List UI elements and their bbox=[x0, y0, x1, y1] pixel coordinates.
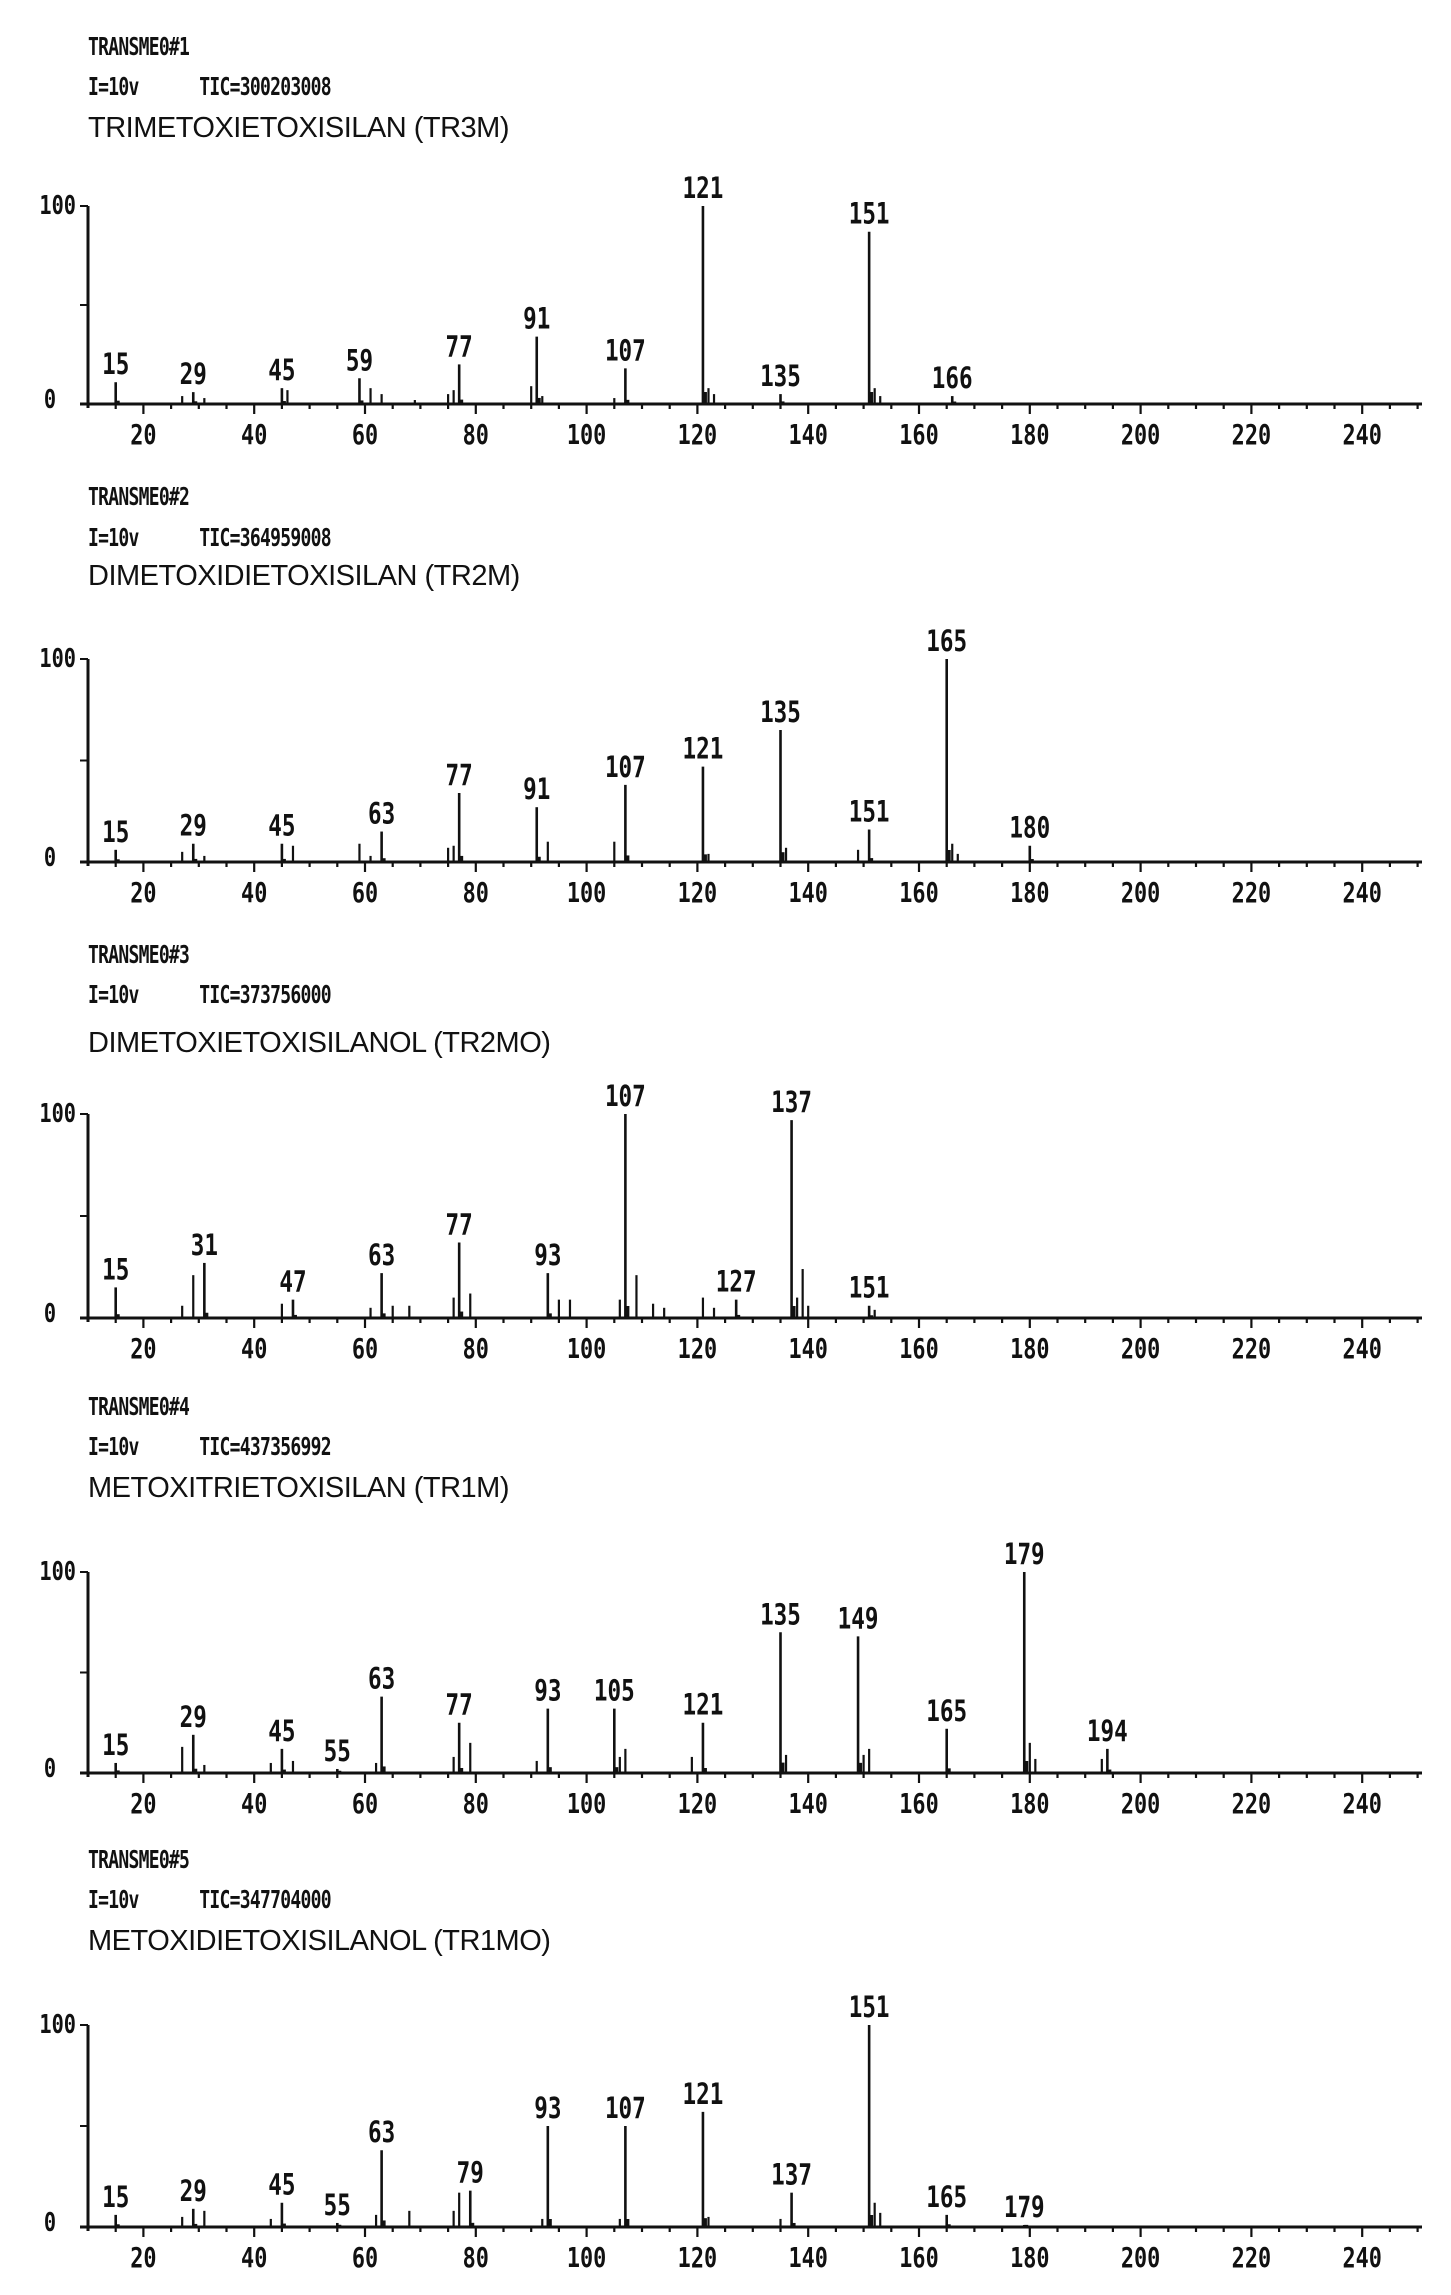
run-label: TRANSME0#4 bbox=[88, 1392, 190, 1421]
x-tick-label: 60 bbox=[351, 1332, 379, 1365]
acquisition-params: I=10v TIC=347704000 bbox=[88, 1885, 331, 1914]
peak-label: 45 bbox=[268, 2169, 296, 2203]
x-tick-label: 220 bbox=[1231, 418, 1272, 451]
y-tick-label-100: 100 bbox=[39, 643, 76, 674]
peak-label: 59 bbox=[345, 344, 374, 379]
x-tick-label: 120 bbox=[677, 1787, 718, 1820]
run-label: TRANSME0#1 bbox=[88, 32, 190, 61]
peak-label: 135 bbox=[760, 360, 801, 394]
mass-spectrum-plot bbox=[0, 1965, 1451, 2277]
y-tick-label-100: 100 bbox=[39, 2009, 76, 2040]
x-tick-label: 140 bbox=[788, 2241, 828, 2274]
peak-label: 151 bbox=[848, 1272, 890, 1306]
x-tick-label: 100 bbox=[566, 876, 607, 909]
peak-label: 194 bbox=[1086, 1715, 1128, 1749]
peak-label: 29 bbox=[179, 2175, 207, 2209]
x-tick-label: 240 bbox=[1342, 876, 1382, 909]
peak-label: 91 bbox=[523, 773, 551, 807]
peak-label: 63 bbox=[368, 797, 396, 832]
peak-label: 107 bbox=[604, 334, 646, 369]
peak-label: 29 bbox=[179, 1701, 207, 1735]
peak-label: 29 bbox=[179, 358, 207, 392]
peak-label: 77 bbox=[445, 759, 473, 793]
peak-label: 63 bbox=[368, 1662, 396, 1697]
peak-label: 55 bbox=[323, 1735, 351, 1769]
x-tick-label: 200 bbox=[1120, 1332, 1161, 1365]
peak-label: 93 bbox=[534, 2092, 562, 2126]
y-tick-label-0: 0 bbox=[43, 384, 57, 415]
x-tick-label: 80 bbox=[462, 876, 489, 909]
peak-label: 15 bbox=[102, 2181, 130, 2215]
x-tick-label: 80 bbox=[462, 2241, 489, 2274]
peak-label: 179 bbox=[1003, 1538, 1045, 1572]
peak-label: 149 bbox=[837, 1602, 879, 1637]
x-tick-label: 140 bbox=[788, 876, 828, 909]
x-tick-label: 240 bbox=[1342, 418, 1382, 451]
x-tick-label: 200 bbox=[1120, 418, 1161, 451]
x-tick-label: 160 bbox=[899, 418, 939, 451]
x-tick-label: 20 bbox=[130, 1332, 157, 1365]
peak-label: 166 bbox=[931, 362, 973, 396]
x-tick-label: 240 bbox=[1342, 1787, 1382, 1820]
x-tick-label: 60 bbox=[351, 418, 379, 451]
peak-label: 79 bbox=[456, 2156, 484, 2191]
peak-label: 93 bbox=[534, 1675, 562, 1709]
x-tick-label: 100 bbox=[566, 418, 607, 451]
x-tick-label: 240 bbox=[1342, 2241, 1382, 2274]
peak-label: 107 bbox=[604, 1080, 646, 1114]
x-tick-label: 140 bbox=[788, 418, 828, 451]
peak-label: 29 bbox=[179, 810, 207, 844]
x-tick-label: 80 bbox=[462, 1332, 489, 1365]
peak-label: 77 bbox=[445, 1208, 473, 1243]
x-tick-label: 20 bbox=[130, 2241, 157, 2274]
peak-label: 15 bbox=[102, 1253, 130, 1288]
x-tick-label: 180 bbox=[1010, 1332, 1050, 1365]
x-tick-label: 120 bbox=[677, 418, 718, 451]
compound-title: DIMETOXIDIETOXISILAN (TR2M) bbox=[88, 560, 520, 592]
x-tick-label: 200 bbox=[1120, 1787, 1161, 1820]
compound-title: DIMETOXIETOXISILANOL (TR2MO) bbox=[88, 1027, 551, 1059]
mass-spectrum-plot bbox=[0, 146, 1451, 454]
x-tick-label: 220 bbox=[1231, 1332, 1272, 1365]
peak-label: 121 bbox=[682, 732, 724, 767]
x-tick-label: 120 bbox=[677, 2241, 718, 2274]
peak-label: 45 bbox=[268, 354, 296, 388]
mass-spectrum-plot bbox=[0, 1512, 1451, 1823]
mass-spectrum-plot bbox=[0, 599, 1451, 912]
x-tick-label: 40 bbox=[241, 2241, 268, 2274]
x-tick-label: 80 bbox=[462, 1787, 489, 1820]
peak-label: 137 bbox=[771, 1086, 813, 1120]
x-tick-label: 160 bbox=[899, 2241, 939, 2274]
x-tick-label: 100 bbox=[566, 1787, 607, 1820]
x-tick-label: 200 bbox=[1120, 2241, 1161, 2274]
compound-title: TRIMETOXIETOXISILAN (TR3M) bbox=[88, 112, 509, 144]
peak-label: 137 bbox=[771, 2159, 813, 2193]
x-tick-label: 160 bbox=[899, 1332, 939, 1365]
x-tick-label: 140 bbox=[788, 1332, 828, 1365]
peak-label: 135 bbox=[760, 696, 801, 730]
peak-label: 93 bbox=[534, 1239, 562, 1273]
mass-spectrum-plot bbox=[0, 1054, 1451, 1368]
peak-label: 165 bbox=[926, 2181, 968, 2215]
peak-label: 15 bbox=[102, 1729, 130, 1763]
peak-label: 135 bbox=[760, 1598, 801, 1633]
x-tick-label: 20 bbox=[130, 418, 157, 451]
x-tick-label: 220 bbox=[1231, 2241, 1272, 2274]
peak-label: 121 bbox=[682, 1689, 724, 1723]
peak-label: 151 bbox=[848, 1991, 890, 2025]
acquisition-params: I=10v TIC=300203008 bbox=[88, 72, 331, 101]
x-tick-label: 60 bbox=[351, 1787, 379, 1820]
x-tick-label: 140 bbox=[788, 1787, 828, 1820]
peak-label: 127 bbox=[715, 1265, 757, 1300]
peak-label: 151 bbox=[848, 795, 890, 830]
peak-label: 105 bbox=[593, 1675, 635, 1709]
peak-label: 179 bbox=[1003, 2191, 1045, 2225]
peak-label: 63 bbox=[368, 1239, 396, 1273]
acquisition-params: I=10v TIC=437356992 bbox=[88, 1432, 331, 1461]
x-tick-label: 180 bbox=[1010, 2241, 1050, 2274]
peak-label: 107 bbox=[604, 751, 646, 785]
y-tick-label-100: 100 bbox=[39, 1556, 76, 1587]
peak-label: 180 bbox=[1009, 812, 1051, 846]
peak-label: 15 bbox=[102, 816, 130, 850]
y-tick-label-0: 0 bbox=[43, 842, 57, 873]
y-tick-label-0: 0 bbox=[43, 2207, 57, 2238]
peak-label: 77 bbox=[445, 330, 473, 365]
x-tick-label: 180 bbox=[1010, 1787, 1050, 1820]
x-tick-label: 40 bbox=[241, 1787, 268, 1820]
peak-label: 107 bbox=[604, 2092, 646, 2126]
x-tick-label: 120 bbox=[677, 876, 718, 909]
peak-label: 15 bbox=[102, 348, 130, 383]
peak-label: 45 bbox=[268, 810, 296, 844]
x-tick-label: 60 bbox=[351, 2241, 379, 2274]
peak-label: 45 bbox=[268, 1715, 296, 1749]
y-tick-label-100: 100 bbox=[39, 1098, 76, 1129]
x-tick-label: 160 bbox=[899, 1787, 939, 1820]
run-label: TRANSME0#3 bbox=[88, 940, 190, 969]
compound-title: METOXITRIETOXISILAN (TR1M) bbox=[88, 1472, 509, 1504]
x-tick-label: 180 bbox=[1010, 418, 1050, 451]
y-tick-label-0: 0 bbox=[43, 1753, 57, 1784]
peak-label: 55 bbox=[323, 2189, 351, 2223]
x-tick-label: 80 bbox=[462, 418, 489, 451]
y-tick-label-100: 100 bbox=[39, 190, 76, 221]
peak-label: 63 bbox=[368, 2116, 396, 2151]
x-tick-label: 60 bbox=[351, 876, 379, 909]
x-tick-label: 120 bbox=[677, 1332, 718, 1365]
x-tick-label: 40 bbox=[241, 418, 268, 451]
x-tick-label: 100 bbox=[566, 1332, 607, 1365]
acquisition-params: I=10v TIC=364959008 bbox=[88, 523, 331, 552]
x-tick-label: 40 bbox=[241, 1332, 268, 1365]
acquisition-params: I=10v TIC=373756000 bbox=[88, 980, 331, 1009]
x-tick-label: 160 bbox=[899, 876, 939, 909]
x-tick-label: 240 bbox=[1342, 1332, 1382, 1365]
peak-label: 121 bbox=[682, 172, 724, 206]
peak-label: 151 bbox=[848, 198, 890, 232]
y-tick-label-0: 0 bbox=[43, 1298, 57, 1329]
x-tick-label: 220 bbox=[1231, 1787, 1272, 1820]
x-tick-label: 40 bbox=[241, 876, 268, 909]
peak-label: 47 bbox=[279, 1265, 307, 1300]
peak-label: 165 bbox=[926, 625, 968, 659]
peak-label: 165 bbox=[926, 1695, 968, 1729]
peak-label: 121 bbox=[682, 2078, 724, 2112]
peak-label: 77 bbox=[445, 1689, 473, 1723]
x-tick-label: 20 bbox=[130, 1787, 157, 1820]
x-tick-label: 100 bbox=[566, 2241, 607, 2274]
x-tick-label: 200 bbox=[1120, 876, 1161, 909]
compound-title: METOXIDIETOXISILANOL (TR1MO) bbox=[88, 1925, 551, 1957]
x-tick-label: 180 bbox=[1010, 876, 1050, 909]
peak-label: 91 bbox=[523, 303, 551, 337]
run-label: TRANSME0#2 bbox=[88, 482, 190, 511]
run-label: TRANSME0#5 bbox=[88, 1845, 190, 1874]
x-tick-label: 220 bbox=[1231, 876, 1272, 909]
peak-label: 31 bbox=[190, 1229, 218, 1263]
x-tick-label: 20 bbox=[130, 876, 157, 909]
